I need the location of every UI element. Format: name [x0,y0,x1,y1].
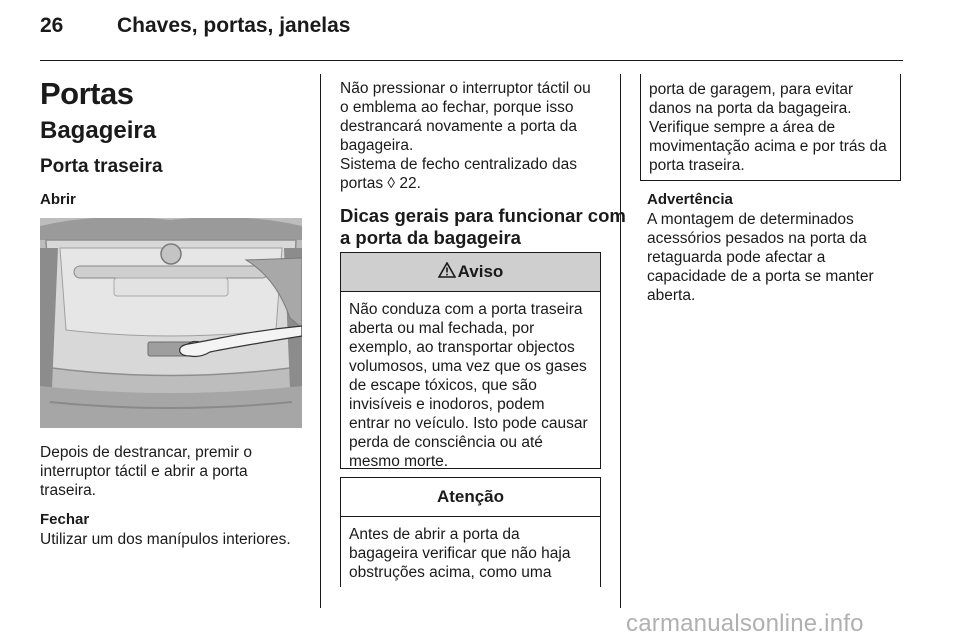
text-line: retaguarda pode afectar a [647,249,826,266]
text-line: bagageira verificar que não haja [349,545,571,562]
text-line: bagageira. [340,137,414,154]
reference-text [340,155,577,193]
watermark: carmanualsonline.info [626,610,864,637]
note-text [647,210,874,305]
text-line: portas ◊ 22. [340,175,421,192]
tips-heading [340,205,626,249]
subsubsection-title: Porta traseira [40,156,163,177]
open-text [40,443,252,500]
close-text [40,530,291,549]
warning-box [340,252,601,469]
text-line: porta de garagem, para evitar [649,81,854,98]
text-line: Utilizar um dos manípulos interiores. [40,531,291,548]
caution-box [340,477,601,587]
warning-body [341,292,600,471]
text-line: interruptor táctil e abrir a porta [40,463,248,480]
text-line: o emblema ao fechar, porque isso [340,99,574,116]
text-line: perda de consciência ou até [349,434,543,451]
intro-text [340,79,591,155]
heading-line: Dicas gerais para funcionar com [340,205,626,226]
text-line: Depois de destrancar, premir o [40,444,252,461]
page-number: 26 [40,14,64,37]
caution-continued-body [641,74,900,175]
open-heading: Abrir [40,191,76,208]
caution-body [341,517,600,582]
caution-header [341,478,600,517]
text-line: obstruções acima, como uma [349,564,552,581]
column-divider-1 [320,74,321,608]
text-line: Não pressionar o interruptor táctil ou [340,80,591,97]
text-line: mesmo morte. [349,453,449,470]
text-line: porta traseira. [649,157,745,174]
heading-line: a porta da bagageira [340,227,521,248]
text-line: exemplo, ao transportar objectos [349,339,575,356]
text-line: de escape tóxicos, que são [349,377,537,394]
tailgate-illustration [40,218,302,428]
note-heading: Advertência [647,191,733,208]
subsection-title: Bagageira [40,117,157,144]
close-heading: Fechar [40,511,90,528]
text-line: entrar no veículo. Isto pode causar [349,415,588,432]
text-line: danos na porta da bagageira. [649,100,852,117]
text-line: aberta. [647,287,696,304]
warning-triangle-icon [438,262,456,283]
caution-box-continued [640,74,901,181]
column-divider-2 [620,74,621,608]
text-line: Verifique sempre a área de [649,119,836,136]
text-line: acessórios pesados na porta da [647,230,867,247]
caution-label: Atenção [436,487,505,506]
warning-label: Aviso [457,262,504,281]
header-rule [40,60,903,61]
warning-header [341,253,600,292]
chapter-title: Chaves, portas, janelas [117,14,351,37]
text-line: A montagem de determinados [647,211,854,228]
text-line: Antes de abrir a porta da [349,526,520,543]
text-line: Não conduza com a porta traseira [349,301,583,318]
text-line: destrancará novamente a porta da [340,118,577,135]
text-line: movimentação acima e por trás da [649,138,887,155]
text-line: traseira. [40,482,96,499]
text-line: Sistema de fecho centralizado das [340,156,577,173]
text-line: capacidade de a porta se manter [647,268,874,285]
text-line: aberta ou mal fechada, por [349,320,535,337]
text-line: invisíveis e inodoros, podem [349,396,545,413]
text-line: volumosos, uma vez que os gases [349,358,587,375]
section-title: Portas [40,76,134,111]
